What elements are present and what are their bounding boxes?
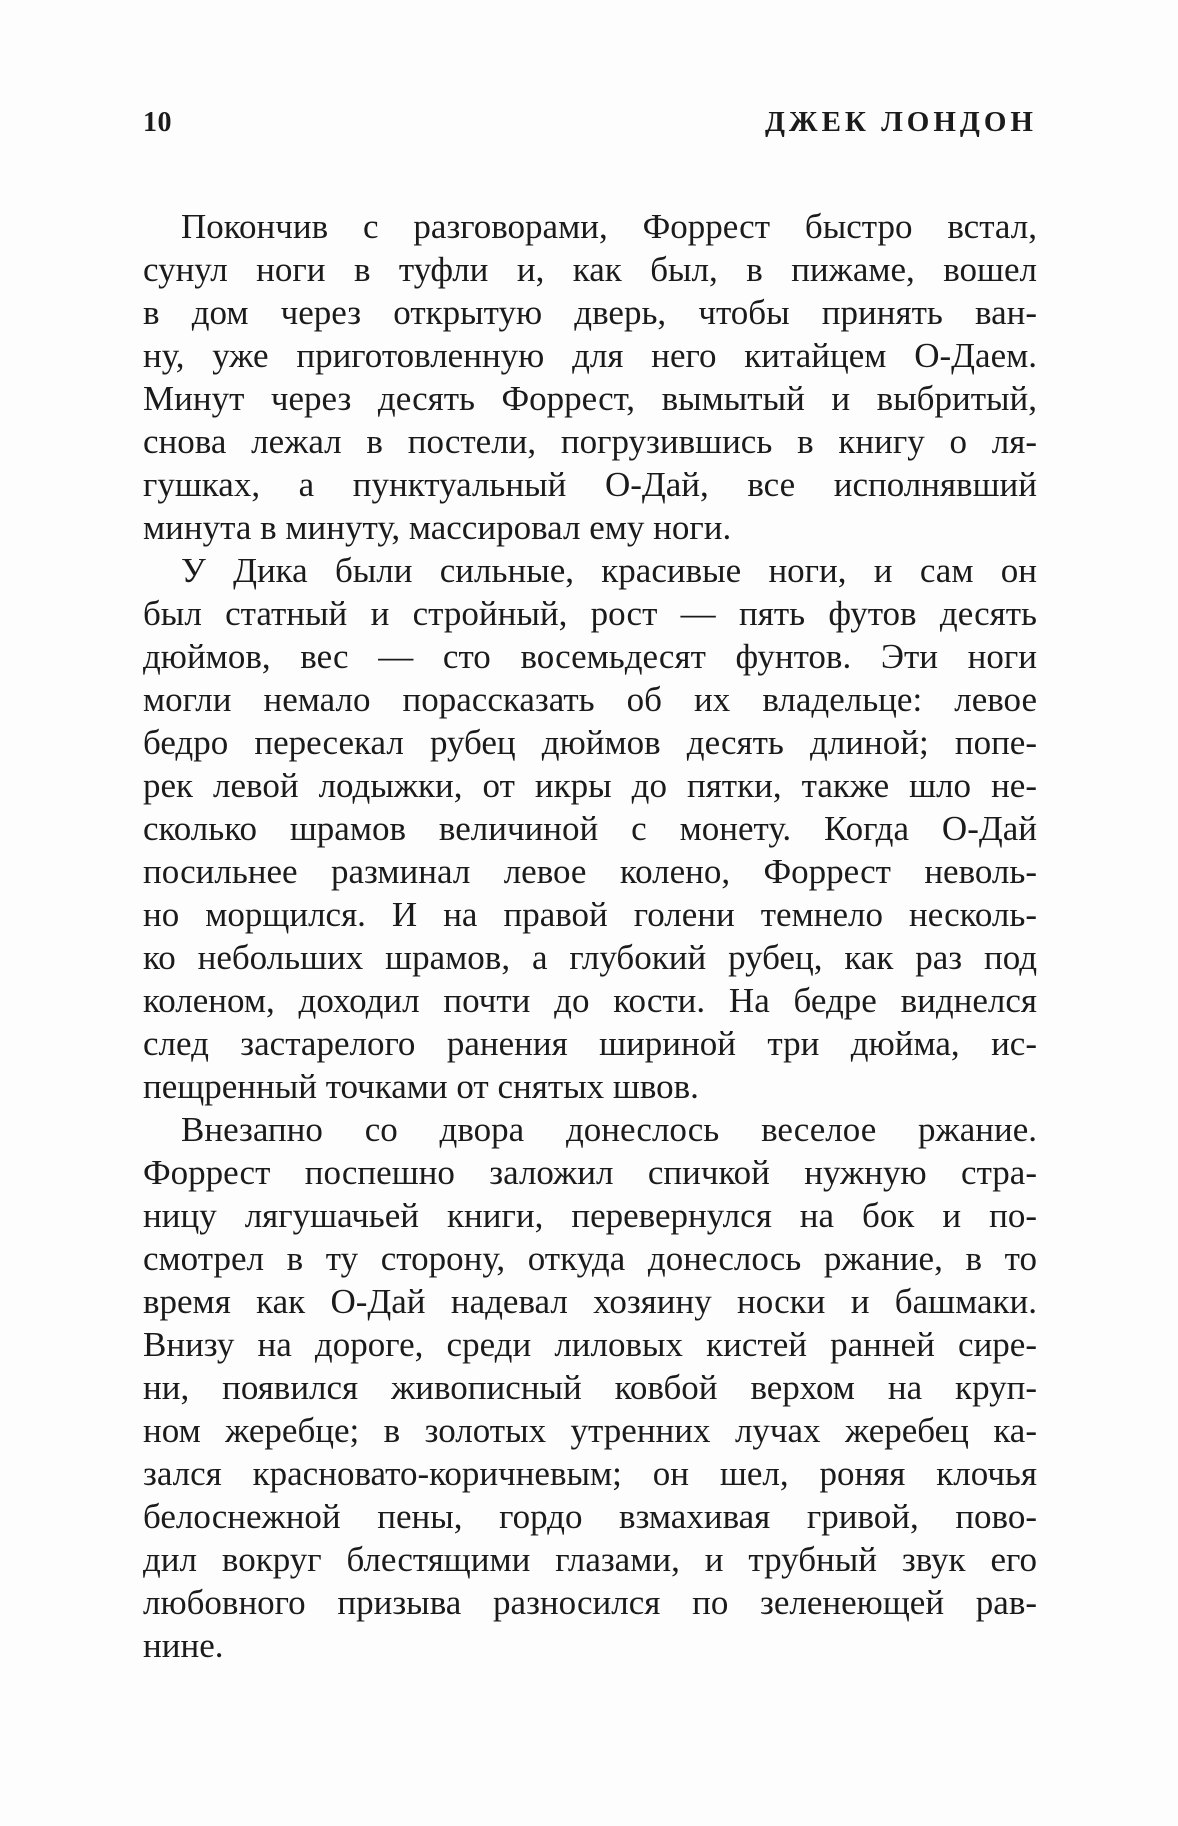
text-line: посильнее разминал левое колено, Форрест неволь- — [143, 852, 1037, 891]
text-line: ни, появился живописный ковбой верхом на круп- — [143, 1368, 1037, 1407]
running-title: ДЖЕК ЛОНДОН — [764, 106, 1037, 138]
page-header — [143, 106, 1037, 139]
text-line: зался красновато-коричневым; он шел, роняя клочья — [143, 1454, 1037, 1493]
text-line: снова лежал в постели, погрузившись в книгу о ля- — [143, 422, 1037, 461]
paragraph — [143, 549, 1037, 1108]
text-line: ко небольших шрамов, а глубокий рубец, как раз под — [143, 938, 1037, 977]
text-line: след застарелого ранения шириной три дюйма, ис- — [143, 1024, 1037, 1063]
text-line: Внизу на дороге, среди лиловых кистей ранней сире- — [143, 1325, 1037, 1364]
text-line: минута в минуту, массировал ему ноги. — [143, 508, 732, 547]
text-line: Форрест поспешно заложил спичкой нужную стра- — [143, 1153, 1037, 1192]
page-number: 10 — [143, 107, 172, 138]
text-line: могли немало порассказать об их владельце: левое — [143, 680, 1037, 719]
text-line: У Дика были сильные, красивые ноги, и сам он — [181, 551, 1037, 590]
text-line: ну, уже приготовленную для него китайцем О-Даем. — [143, 336, 1037, 375]
text-line: Покончив с разговорами, Форрест быстро встал, — [181, 207, 1037, 246]
text-line: Внезапно со двора донеслось веселое ржание. — [181, 1110, 1037, 1149]
paragraph — [143, 205, 1037, 549]
text-line: дил вокруг блестящими глазами, и трубный звук его — [143, 1540, 1037, 1579]
text-line: нине. — [143, 1626, 224, 1665]
text-line: рек левой лодыжки, от икры до пятки, также шло не- — [143, 766, 1037, 805]
text-line: коленом, доходил почти до кости. На бедре виднелся — [143, 981, 1037, 1020]
text-line: время как О-Дай надевал хозяину носки и башмаки. — [143, 1282, 1037, 1321]
text-line: дюймов, вес — сто восемьдесят фунтов. Эти ноги — [143, 637, 1037, 676]
paragraph — [143, 1108, 1037, 1667]
text-line: Минут через десять Форрест, вымытый и выбритый, — [143, 379, 1037, 418]
text-line: пещренный точками от снятых швов. — [143, 1067, 699, 1106]
text-line: сунул ноги в туфли и, как был, в пижаме, вошел — [143, 250, 1037, 289]
text-line: сколько шрамов величиной с монету. Когда О-Дай — [143, 809, 1037, 848]
text-line: гушках, а пунктуальный О-Дай, все исполнявший — [143, 465, 1037, 504]
text-line: был статный и стройный, рост — пять футов десять — [143, 594, 1037, 633]
text-line: в дом через открытую дверь, чтобы принять ван- — [143, 293, 1037, 332]
text-line: белоснежной пены, гордо взмахивая гривой, пово- — [143, 1497, 1037, 1536]
text-line: ном жеребце; в золотых утренних лучах жеребец ка- — [143, 1411, 1037, 1450]
text-line: смотрел в ту сторону, откуда донеслось ржание, в то — [143, 1239, 1037, 1278]
text-block — [143, 205, 1037, 1667]
text-line: любовного призыва разносился по зеленеющей рав- — [143, 1583, 1037, 1622]
text-line: бедро пересекал рубец дюймов десять длиной; попе- — [143, 723, 1037, 762]
text-line: но морщился. И на правой голени темнело несколь- — [143, 895, 1037, 934]
text-line: ницу лягушачьей книги, перевернулся на бок и по- — [143, 1196, 1037, 1235]
